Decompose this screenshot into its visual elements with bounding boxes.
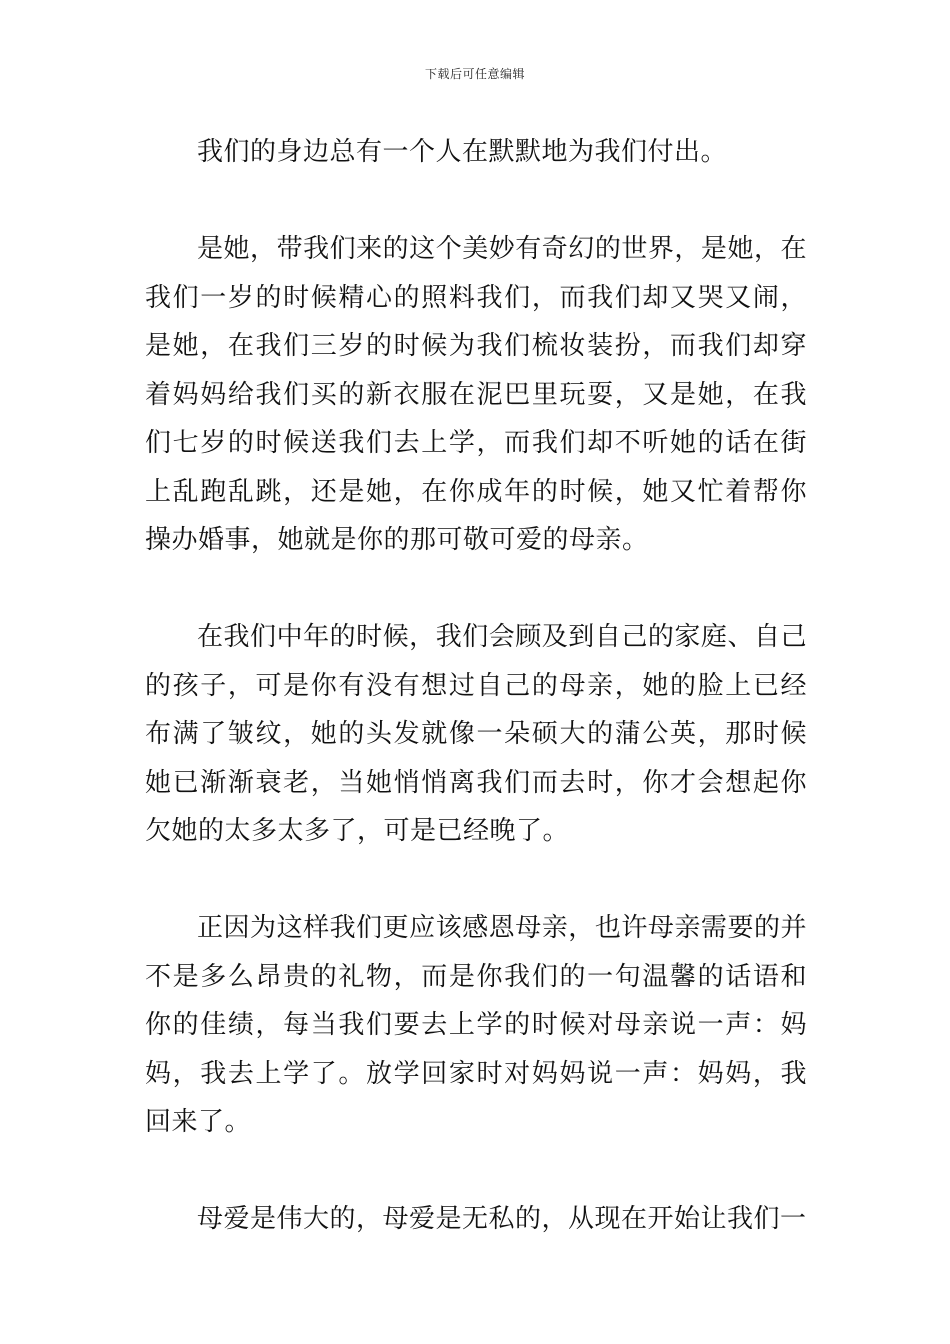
paragraph-4: 正因为这样我们更应该感恩母亲，也许母亲需要的并不是多么昂贵的礼物，而是你我们的一句温馨的话语和你的佳绩，每当我们要去上学的时候对母亲说一声：妈妈，我去上学了。放学回家时对妈妈说一声：妈妈，我回来了。 — [145, 913, 807, 1137]
paragraph-5: 母爱是伟大的，母爱是无私的，从现在开始让我们一 — [197, 1204, 807, 1234]
paragraph-3: 在我们中年的时候，我们会顾及到自己的家庭、自己的孩子，可是你有没有想过自己的母亲，她的脸上已经布满了皱纹，她的头发就像一朵硕大的蒲公英，那时候她已渐渐衰老，当她悄悄离我们而去时，你才会想起你欠她的太多太多了，可是已经晚了。 — [145, 622, 807, 846]
document-body — [145, 128, 807, 1244]
paragraph-1: 我们的身边总有一个人在默默地为我们付出。 — [197, 137, 728, 167]
paragraph-2: 是她，带我们来的这个美妙有奇幻的世界，是她，在我们一岁的时候精心的照料我们，而我们却又哭又闹，是她，在我们三岁的时候为我们梳妆装扮，而我们却穿着妈妈给我们买的新衣服在泥巴里玩耍，又是她，在我们七岁的时候送我们去上学，而我们却不听她的话在街上乱跑乱跳，还是她，在你成年的时候，她又忙着帮你操办婚事，她就是你的那可敬可爱的母亲。 — [145, 234, 807, 555]
header-note: 下载后可任意编辑 — [424, 67, 525, 81]
